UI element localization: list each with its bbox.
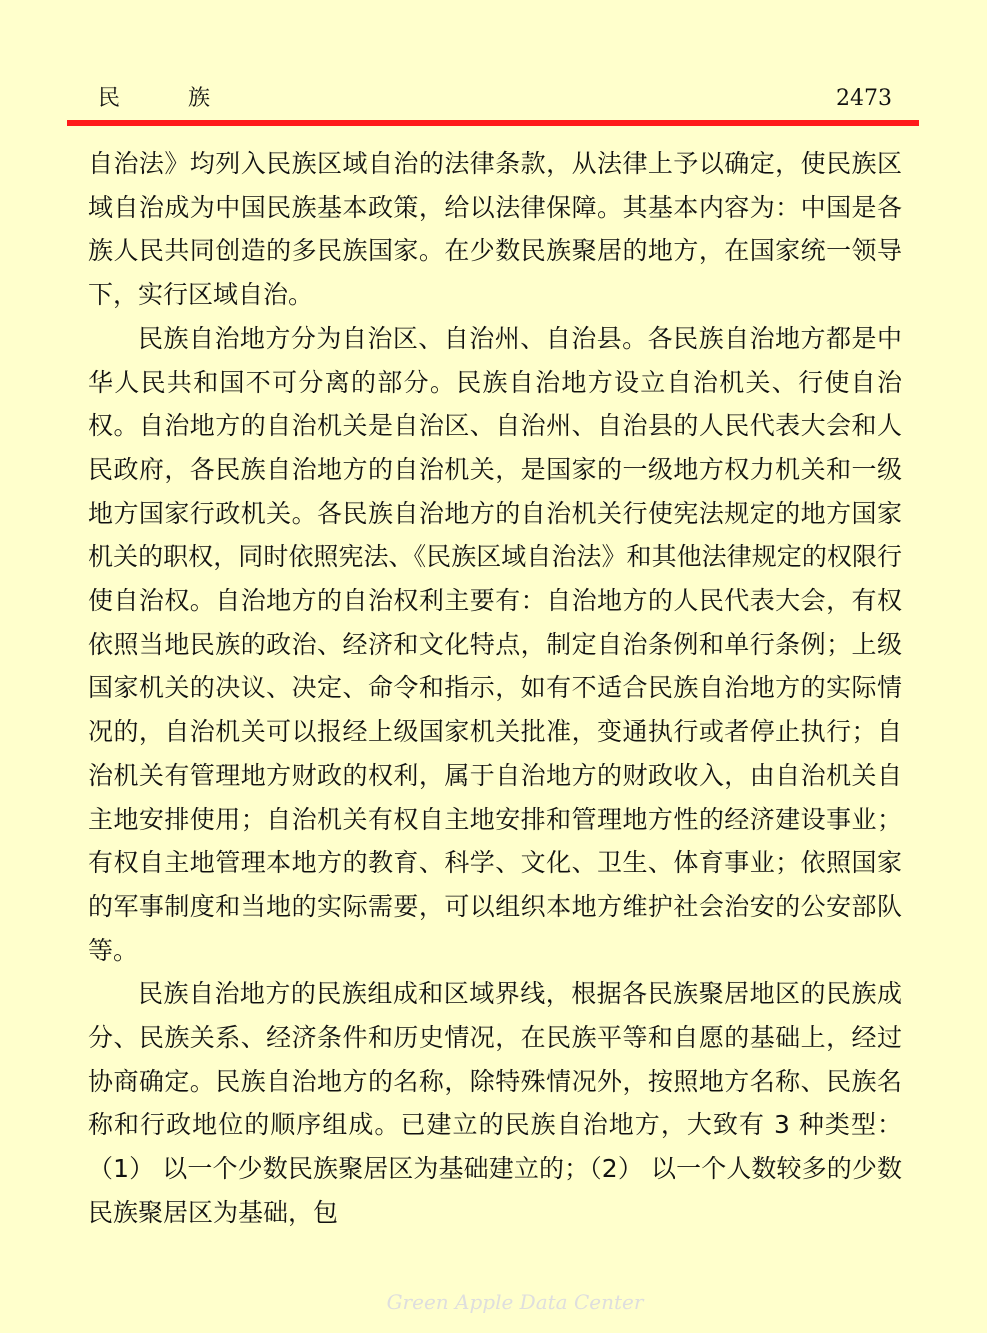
- paragraph-2: 民族自治地方分为自治区、自治州、自治县。各民族自治地方都是中华人民共和国不可分离的部分。民族自治地方设立自治机关、行使自治权。自治地方的自治机关是自治区、自治州、自治县的人民代表大会和人民政府，各民族自治地方的自治机关，是国家的一级地方权力机关和一级地方国家行政机关。各民族自治地方的自治机关行使宪法规定的地方国家机关的职权，同时依照宪法、《民族区域自治法》和其他法律规定的权限行使自治权。自治地方的自治权利主要有：自治地方的人民代表大会，有权依照当地民族的政治、经济和文化特点，制定自治条例和单行条例；上级国家机关的决议、决定、命令和指示，如有不适合民族自治地方的实际情况的，自治机关可以报经上级国家机关批准，变通执行或者停止执行；自治机关有管理地方财政的权利，属于自治地方的财政收入，由自治机关自主地安排使用；自治机关有权自主地安排和管理地方性的经济建设事业；有权自主地管理本地方的教育、科学、文化、卫生、体育事业；依照国家的军事制度和当地的实际需要，可以组织本地方维护社会治安的公安部队等。: [88, 323, 902, 965]
- body-text: [88, 142, 902, 1235]
- page-header: [88, 84, 904, 114]
- footer-watermark: Green Apple Data Center: [386, 1290, 644, 1314]
- header-divider: [67, 120, 919, 126]
- page-number: 2473: [836, 86, 892, 111]
- section-title: 民族: [98, 86, 279, 111]
- paragraph-1: 自治法》均列入民族区域自治的法律条款，从法律上予以确定，使民族区域自治成为中国民族基本政策，给以法律保障。其基本内容为：中国是各族人民共同创造的多民族国家。在少数民族聚居的地方，在国家统一领导下，实行区域自治。: [88, 149, 902, 310]
- paragraph-3: 民族自治地方的民族组成和区域界线，根据各民族聚居地区的民族成分、民族关系、经济条件和历史情况，在民族平等和自愿的基础上，经过协商确定。民族自治地方的名称，除特殊情况外，按照地方名称、民族名称和行政地位的顺序组成。已建立的民族自治地方，大致有 3 种类型：（1） 以一个少数民族聚居区为基础建立的；（2） 以一个人数较多的少数民族聚居区为基础，包: [88, 979, 902, 1227]
